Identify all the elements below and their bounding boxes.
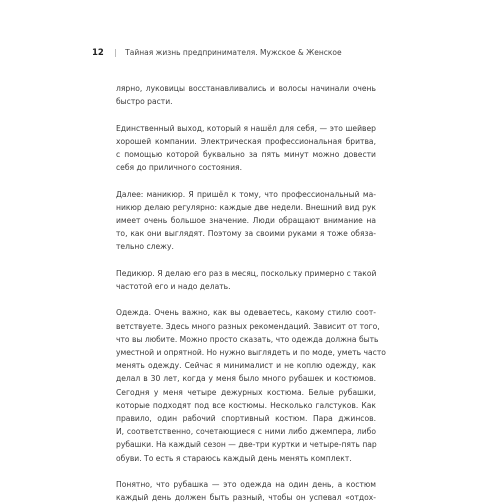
paragraph bbox=[116, 478, 376, 504]
paragraph bbox=[116, 188, 376, 254]
body-text bbox=[116, 82, 386, 504]
text-line: менять одежду. Сейчас я минималист и не коплю одежду, как bbox=[116, 361, 376, 371]
text-line: то, как они выглядят. Поэтому за своими руками я тоже обяза- bbox=[116, 229, 376, 239]
text-line: с помощью которой буквально за пять минут можно довести bbox=[116, 150, 376, 159]
text-line: себя до приличного состояния. bbox=[116, 163, 242, 173]
text-line: обуви. То есть я стараюсь каждый день менять комплект. bbox=[116, 453, 352, 463]
text-line: Единственный выход, который я нашёл для себя, — это шейвер bbox=[116, 123, 376, 133]
text-line: лярно, луковицы восстанавливались и волосы начинали очень bbox=[116, 84, 376, 93]
text-line: уместной и опрятной. Но нужно выглядеть и по моде, уметь часто bbox=[116, 348, 386, 357]
text-line: Сегодня у меня четыре дежурных костюма. Белые рубашки, bbox=[116, 387, 376, 397]
text-line: которые подходят под все костюмы. Несколько галстуков. Как bbox=[116, 400, 376, 410]
paragraph bbox=[116, 267, 376, 293]
running-head bbox=[92, 48, 342, 58]
text-line: делал в 30 лет, когда у меня было много рубашек и костюмов. bbox=[116, 374, 376, 384]
text-line: ветствуете. Здесь много разных рекомендаций. Зависит от того, bbox=[116, 321, 380, 331]
text-line: имеет очень большое значение. Люди обращают внимание на bbox=[116, 216, 376, 225]
text-line: что вы любите. Можно просто сказать, что одежда должна быть bbox=[116, 334, 379, 344]
text-line: И, соответственно, сочетающиеся с ними либо джемпера, либо bbox=[116, 427, 376, 437]
text-line: правило, один рабочий спортивный костюм. Пара джинсов. bbox=[116, 414, 376, 424]
text-line: рубашки. На каждый сезон — две-три куртки и четыре-пять пар bbox=[116, 440, 377, 450]
header-separator: | bbox=[114, 48, 117, 57]
text-line: Одежда. Очень важно, как вы одеваетесь, какому стилю соот- bbox=[116, 308, 376, 318]
text-line: тельно слежу. bbox=[116, 242, 174, 252]
text-line: никюр делаю регулярно: каждые две недели. Внешний вид рук bbox=[116, 202, 376, 212]
text-line: Педикюр. Я делаю его раз в месяц, поскольку примерно с такой bbox=[116, 268, 377, 278]
paragraph bbox=[116, 306, 386, 464]
page-number: 12 bbox=[92, 48, 104, 58]
text-line: частотой его и надо делать. bbox=[116, 282, 231, 291]
text-line: Понятно, что рубашка — это одежда на один день, а костюм bbox=[116, 480, 376, 490]
text-line: каждый день должен быть разный, чтобы он успевал «отдох- bbox=[116, 493, 376, 503]
paragraph bbox=[116, 82, 376, 108]
text-line: хорошей компании. Электрическая профессиональная бритва, bbox=[116, 136, 376, 146]
text-line: быстро расти. bbox=[116, 97, 173, 107]
text-line: Далее: маникюр. Я пришёл к тому, что профессиональный ма- bbox=[116, 189, 376, 199]
paragraph bbox=[116, 122, 376, 175]
book-title: Тайная жизнь предпринимателя. Мужское & Женское bbox=[125, 48, 342, 57]
